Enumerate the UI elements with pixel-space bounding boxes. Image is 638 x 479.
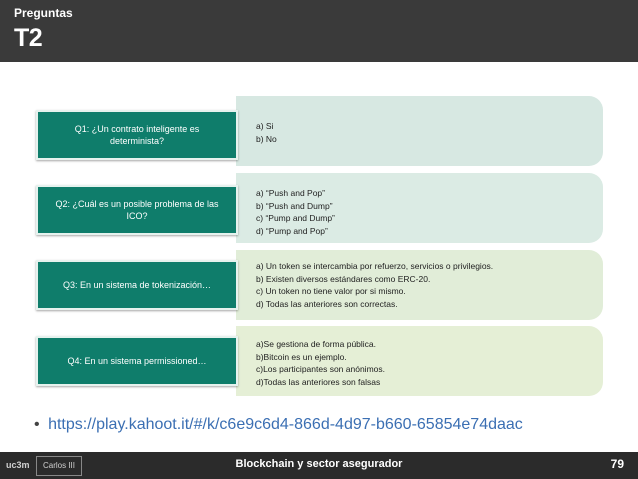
question-box-3 [36, 260, 238, 310]
question-box-4 [36, 336, 238, 386]
answer-line: a) Si [256, 121, 274, 131]
slide-title: T2 [14, 24, 43, 52]
answer-line: d) “Pump and Pop” [256, 225, 328, 236]
question-box-1 [36, 110, 238, 160]
question-text-3: Q3: En un sistema de tokenización… [62, 280, 212, 290]
answer-line: a) Un token se intercambia por refuerzo, servicios o privilegios. [256, 261, 494, 271]
question-text-1: Q1: ¿Un contrato inteligente es determinista? [74, 124, 200, 146]
answer-panel-3 [236, 250, 603, 320]
answer-line: b)Bitcoin es un ejemplo. [256, 351, 347, 362]
question-box-2 [36, 185, 238, 235]
answer-line: c) “Pump and Dump” [256, 213, 335, 223]
answer-panel-2 [236, 173, 603, 243]
footer-title: Blockchain y sector asegurador [235, 458, 403, 470]
answer-line: b) Existen diversos estándares como ERC-20. [256, 273, 431, 284]
answer-line: b) “Push and Dump” [256, 200, 333, 211]
slide-header [0, 0, 638, 62]
page-number: 79 [610, 457, 624, 471]
answer-panel-1 [236, 96, 603, 166]
answer-line: a)Se gestiona de forma pública. [256, 339, 377, 349]
answer-line: c) Un token no tiene valor por si mismo. [256, 286, 406, 296]
uc3m-logo: uc3m [6, 460, 30, 470]
question-text-4: Q4: En un sistema permissioned… [67, 356, 207, 366]
answer-line: c)Los participantes son anónimos. [256, 364, 385, 374]
answer-line: d)Todas las anteriores son falsas [256, 376, 381, 387]
header-kicker: Preguntas [14, 6, 73, 20]
answer-line: a) “Push and Pop” [256, 188, 325, 198]
carlos-iii-logo: Carlos III [36, 456, 82, 476]
kahoot-link[interactable]: https://play.kahoot.it/#/k/c6e9c6d4-866d-4d97-b660-65854e74daac [48, 416, 523, 433]
slide-footer [0, 452, 638, 479]
answer-line: b) No [256, 133, 277, 144]
kahoot-link-item [34, 416, 523, 434]
answer-line: d) Todas las anteriores son correctas. [256, 298, 398, 309]
question-text-2: Q2: ¿Cuál es un posible problema de las ICO? [55, 199, 219, 221]
answer-panel-4 [236, 326, 603, 396]
bullet-icon: • [34, 416, 40, 433]
